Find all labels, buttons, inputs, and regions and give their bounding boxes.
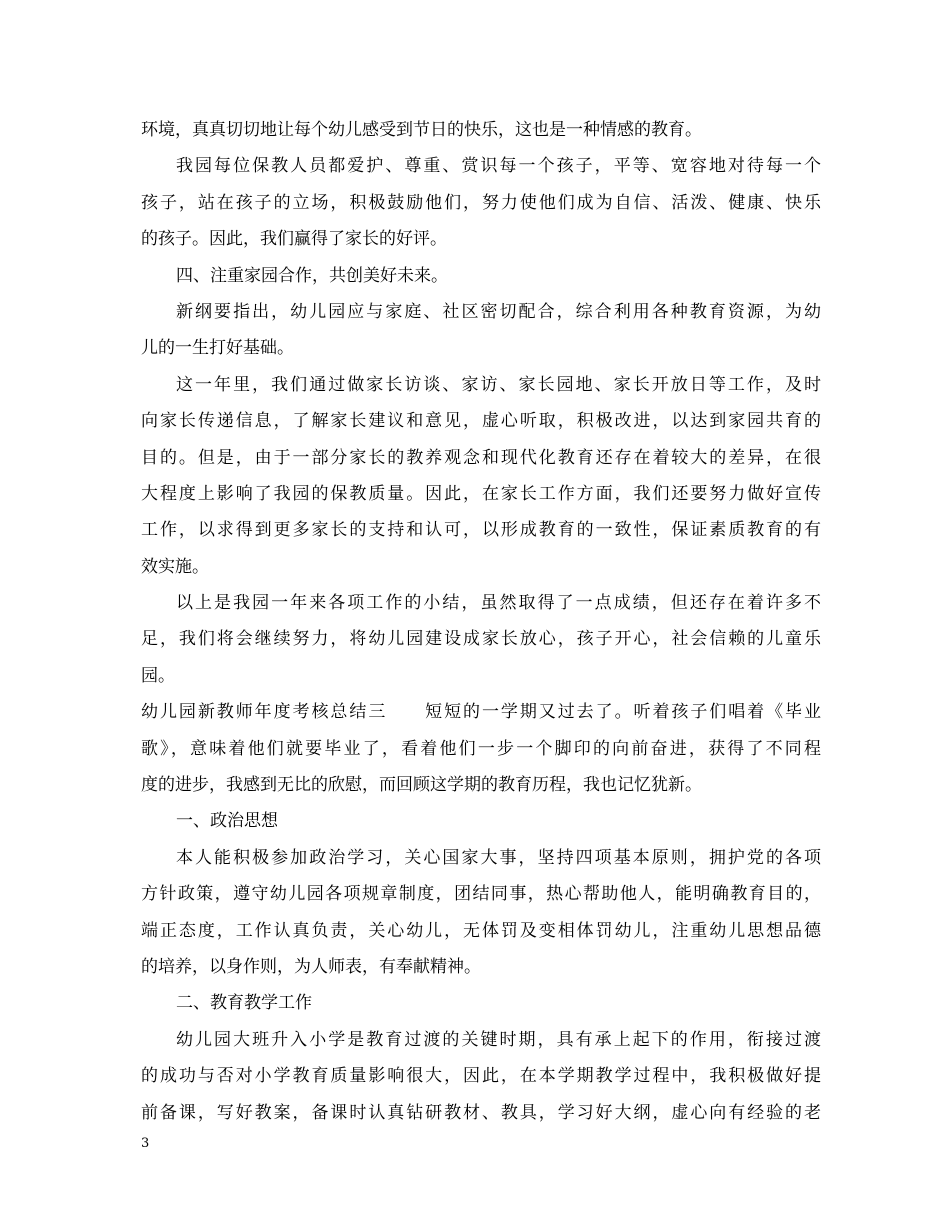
text-line: 幼儿园新教师年度考核总结三 短短的一学期又过去了。听着孩子们唱着《毕业 [141, 702, 821, 723]
text-line: 以上是我园一年来各项工作的小结，虽然取得了一点成绩，但还存在着许多不 [176, 593, 821, 614]
text-line: 端正态度，工作认真负责，关心幼儿，无体罚及变相体罚幼儿，注重幼儿思想品德 [141, 920, 821, 941]
text-line: 度的进步，我感到无比的欣慰，而回顾这学期的教育历程，我也记忆犹新。 [141, 775, 702, 796]
text-line: 一、政治思想 [176, 811, 278, 832]
text-line: 我园每位保教人员都爱护、尊重、赏识每一个孩子，平等、宽容地对待每一个 [176, 156, 821, 177]
text-line: 儿的一生打好基础。 [141, 338, 294, 359]
text-line: 歌》，意味着他们就要毕业了，看着他们一步一个脚印的向前奋进，获得了不同程 [141, 738, 821, 759]
text-line: 环境，真真切切地让每个幼儿感受到节日的快乐，这也是一种情感的教育。 [141, 120, 702, 140]
text-line: 园。 [141, 665, 175, 686]
body-text [141, 112, 821, 1131]
text-line: 幼儿园大班升入小学是教育过渡的关键时期，具有承上起下的作用，衔接过渡 [176, 1029, 821, 1050]
text-line: 孩子，站在孩子的立场，积极鼓励他们，努力使他们成为自信、活泼、健康、快乐 [141, 192, 821, 213]
text-line: 这一年里，我们通过做家长访谈、家访、家长园地、家长开放日等工作，及时 [176, 374, 821, 395]
text-line: 的孩子。因此，我们赢得了家长的好评。 [141, 229, 447, 250]
text-line: 效实施。 [141, 556, 209, 577]
text-line: 本人能积极参加政治学习，关心国家大事，坚持四项基本原则，拥护党的各项 [176, 847, 821, 868]
text-line: 四、注重家园合作，共创美好未来。 [176, 265, 448, 286]
text-line: 目的。但是，由于一部分家长的教养观念和现代化教育还存在着较大的差异，在很 [141, 447, 821, 468]
text-line: 足，我们将会继续努力，将幼儿园建设成家长放心，孩子开心，社会信赖的儿童乐 [141, 629, 821, 650]
text-line: 的培养，以身作则，为人师表，有奉献精神。 [141, 956, 481, 977]
text-line: 二、教育教学工作 [176, 993, 312, 1014]
page-number: 3 [141, 1136, 150, 1151]
text-line: 工作，以求得到更多家长的支持和认可，以形成教育的一致性，保证素质教育的有 [141, 520, 821, 541]
text-line: 方针政策，遵守幼儿园各项规章制度，团结同事，热心帮助他人，能明确教育目的， [141, 884, 821, 905]
text-line: 新纲要指出，幼儿园应与家庭、社区密切配合，综合利用各种教育资源，为幼 [176, 301, 821, 322]
text-line: 的成功与否对小学教育质量影响很大，因此，在本学期教学过程中，我积极做好提 [141, 1066, 821, 1087]
text-line: 大程度上影响了我园的保教质量。因此，在家长工作方面，我们还要努力做好宣传 [141, 483, 821, 504]
text-line: 前备课，写好教案，备课时认真钻研教材、教具，学习好大纲，虚心向有经验的老 [141, 1102, 821, 1123]
text-line: 向家长传递信息，了解家长建议和意见，虚心听取，积极改进，以达到家园共育的 [141, 411, 821, 432]
